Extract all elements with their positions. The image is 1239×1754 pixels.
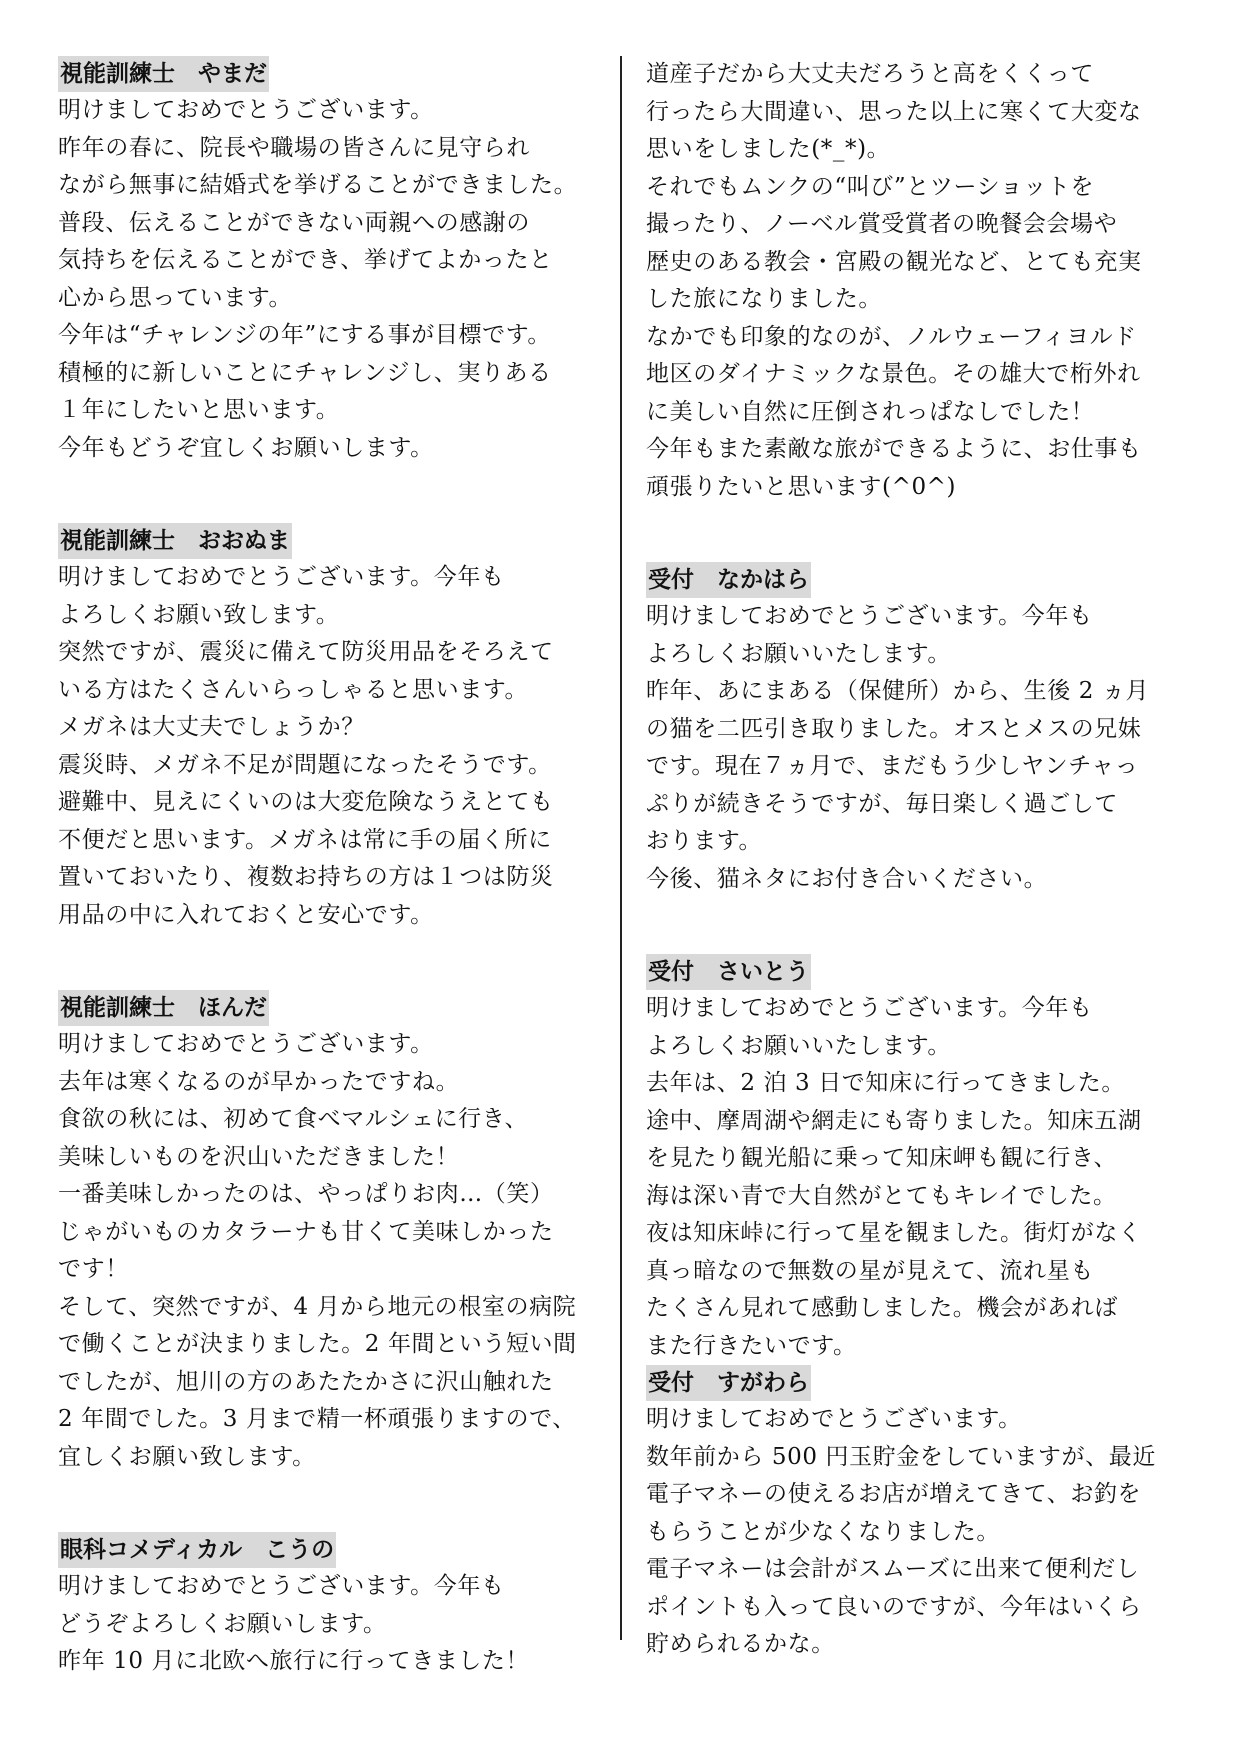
section-heading: 視能訓練士 おおぬま: [58, 523, 292, 559]
body-line: でしたが、旭川の方のあたたかさに沢山触れた: [58, 1368, 554, 1395]
body-line: 明けましておめでとうございます。: [58, 1031, 434, 1057]
body-line: 明けましておめでとうございます。今年も: [646, 603, 1093, 629]
section-honda: [58, 990, 603, 1476]
body-line: 数年前から 500 円玉貯金をしていますが、最近: [646, 1443, 1156, 1470]
body-line: 行ったら大間違い、思った以上に寒くて大変な: [646, 98, 1142, 125]
body-line: よろしくお願いいたします。: [646, 640, 951, 667]
body-line: 積極的に新しいことにチャレンジし、実りある: [58, 359, 552, 386]
body-line: 美味しいものを沢山いただきました！: [58, 1143, 460, 1170]
body-line: 昨年の春に、院長や職場の皆さんに見守られ: [58, 134, 530, 161]
section-heading: 受付 すがわら: [646, 1365, 811, 1401]
body-line: 2 年間でした。3 月まで精一杯頑張りますので、: [58, 1406, 576, 1432]
body-line: した旅になりました。: [646, 286, 882, 312]
body-line: また行きたいです。: [646, 1332, 857, 1359]
body-line: それでもムンクの“叫び”とツーショットを: [646, 173, 1095, 200]
body-line: で働くことが決まりました。2 年間という短い間: [58, 1331, 577, 1357]
body-line: の猫を二匹引き取りました。オスとメスの兄妹: [646, 715, 1142, 742]
body-line: 真っ暗なので無数の星が見えて、流れ星も: [646, 1257, 1094, 1284]
body-line: に美しい自然に圧倒されっぱなしでした！: [646, 398, 1095, 425]
body-line: 貯められるかな。: [646, 1631, 835, 1657]
section-kouno-continued: [646, 56, 1191, 506]
body-line: 歴史のある教会・宮殿の観光など、とても充実: [646, 248, 1142, 275]
body-line: 普段、伝えることができない両親への感謝の: [58, 209, 530, 236]
body-line: 気持ちを伝えることができ、挙げてよかったと: [58, 247, 553, 273]
body-line: 明けましておめでとうございます。: [646, 1406, 1022, 1432]
body-line: です。現在７ヵ月で、まだもう少しヤンチャっ: [646, 753, 1139, 779]
body-line: 明けましておめでとうございます。今年も: [58, 564, 505, 590]
left-column: [58, 56, 603, 1681]
body-line: 不便だと思います。メガネは常に手の届く所に: [58, 826, 552, 853]
section-sugawara: [646, 1365, 1191, 1664]
body-line: 昨年、あにまある（保健所）から、生後 2 ヵ月: [646, 678, 1150, 704]
body-line: 避難中、見えにくいのは大変危険なうえとても: [58, 789, 554, 815]
body-line: 去年は寒くなるのが早かったですね。: [58, 1068, 460, 1095]
body-line: おります。: [646, 828, 763, 854]
body-line: 途中、摩周湖や網走にも寄りました。知床五湖: [646, 1107, 1142, 1134]
body-line: どうぞよろしくお願いします。: [58, 1610, 387, 1637]
body-line: 突然ですが、震災に備えて防災用品をそろえて: [58, 639, 554, 665]
body-line: よろしくお願い致します。: [58, 601, 340, 628]
body-line: を見たり観光船に乗って知床岬も観に行き、: [646, 1145, 1118, 1171]
body-line: 宜しくお願い致します。: [58, 1443, 316, 1470]
body-line: 撮ったり、ノーベル賞受賞者の晩餐会会場や: [646, 211, 1118, 237]
section-heading: 視能訓練士 やまだ: [58, 56, 269, 92]
body-line: 置いておいたり、複数お持ちの方は１つは防災: [58, 864, 554, 890]
body-line: 夜は知床峠に行って星を観ました。街灯がなく: [646, 1220, 1142, 1246]
section-oonuma: [58, 523, 603, 934]
body-line: なかでも印象的なのが、ノルウェーフィヨルド: [646, 323, 1137, 350]
body-line: 今年もまた素敵な旅ができるように、お仕事も: [646, 436, 1142, 462]
right-column: [646, 56, 1191, 1664]
body-line: 食欲の秋には、初めて食べマルシェに行き、: [58, 1106, 529, 1132]
body-line: よろしくお願いいたします。: [646, 1032, 951, 1059]
body-line: 昨年 10 月に北欧へ旅行に行ってきました！: [58, 1648, 530, 1674]
section-heading: 視能訓練士 ほんだ: [58, 990, 269, 1026]
body-line: じゃがいものカタラーナも甘くて美味しかった: [58, 1218, 554, 1245]
body-line: たくさん見れて感動しました。機会があれば: [646, 1295, 1118, 1321]
body-line: そして、突然ですが、4 月から地元の根室の病院: [58, 1293, 577, 1320]
body-line: もらうことが少なくなりました。: [646, 1518, 1000, 1545]
body-line: 去年は、2 泊 3 日で知床に行ってきました。: [646, 1070, 1125, 1096]
body-line: 用品の中に入れておくと安心です。: [58, 901, 434, 928]
section-heading: 受付 なかはら: [646, 562, 811, 598]
section-nakahara: [646, 562, 1191, 898]
section-heading: 眼科コメディカル こうの: [58, 1532, 336, 1568]
section-heading: 受付 さいとう: [646, 954, 811, 990]
body-line: 心から思っています。: [58, 284, 293, 311]
body-line: 明けましておめでとうございます。: [58, 97, 434, 123]
body-line: 明けましておめでとうございます。今年も: [646, 995, 1093, 1021]
body-line: 道産子だから大丈夫だろうと高をくくって: [646, 61, 1094, 87]
body-line: 電子マネーの使えるお店が増えてきて、お釣を: [646, 1481, 1142, 1507]
body-line: 一番美味しかったのは、やっぱりお肉…（笑）: [58, 1181, 554, 1207]
body-line: 今後、猫ネタにお付き合いください。: [646, 865, 1048, 892]
section-yamada: [58, 56, 603, 467]
body-line: 震災時、メガネ不足が問題になったそうです。: [58, 751, 552, 778]
body-line: いる方はたくさんいらっしゃると思います。: [58, 676, 529, 703]
body-line: です！: [58, 1256, 129, 1282]
body-line: 明けましておめでとうございます。今年も: [58, 1573, 505, 1599]
body-line: １年にしたいと思います。: [58, 397, 340, 423]
body-line: メガネは大丈夫でしょうか？: [58, 714, 365, 740]
body-line: 今年は“チャレンジの年”にする事が目標です。: [58, 322, 552, 348]
body-line: 頑張りたいと思います(^0^): [646, 473, 957, 500]
body-line: ながら無事に結婚式を挙げることができました。: [58, 172, 578, 198]
body-line: 今年もどうぞ宜しくお願いします。: [58, 434, 434, 461]
body-line: ぷりが続きそうですが、毎日楽しく過ごして: [646, 790, 1118, 817]
body-line: 地区のダイナミックな景色。その雄大で桁外れ: [646, 361, 1141, 387]
body-line: 電子マネーは会計がスムーズに出来て便利だし: [646, 1556, 1140, 1582]
body-line: 思いをしました(*_*)。: [646, 136, 891, 162]
section-kouno: [58, 1532, 603, 1681]
body-line: ポイントも入って良いのですが、今年はいくら: [646, 1593, 1142, 1620]
body-line: 海は深い青で大自然がとてもキレイでした。: [646, 1182, 1117, 1209]
section-saitou: [646, 954, 1191, 1365]
column-divider: [620, 56, 622, 1640]
